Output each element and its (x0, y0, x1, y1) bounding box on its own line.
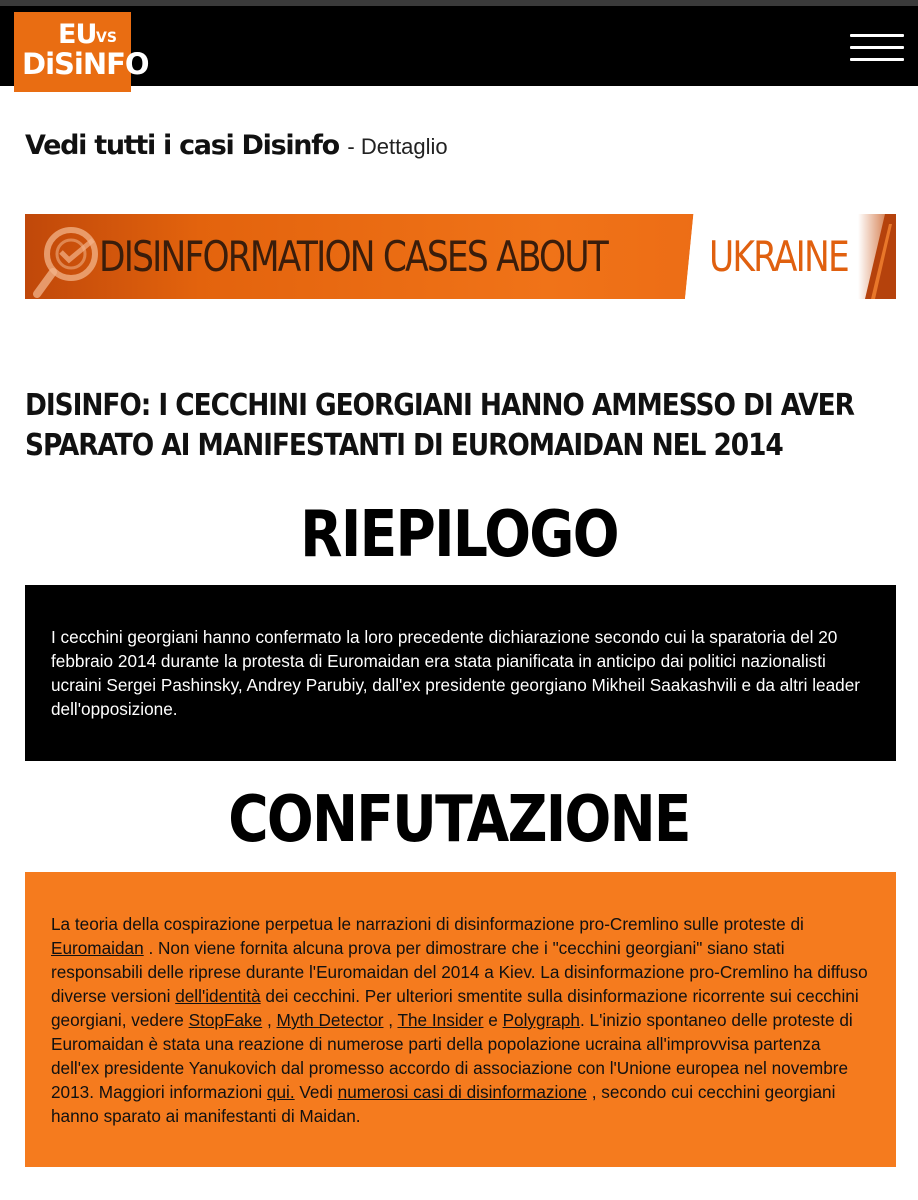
banner-main-text: DISINFORMATION CASES ABOUT (99, 232, 607, 281)
stopfake-link[interactable]: StopFake (188, 1010, 263, 1030)
disproof-text-3: dei cecchini. Per ulteriori smentite sulla disinformazione ricorrente sui cecchini georgiani, vedere (51, 986, 859, 1030)
disproof-text-8: Vedi (294, 1082, 338, 1102)
menu-bar-bottom (850, 58, 904, 61)
disproof-box (25, 872, 896, 1167)
banner-stripes-decoration (865, 214, 896, 299)
myth-detector-link[interactable]: Myth Detector (276, 1010, 384, 1030)
disproof-text-2: . Non viene fornita alcuna prova per dimostrare che i "cecchini georgiani" siano stati responsabili delle riprese durante l'Euromaidan del 2014 a Kiev. La disinformazione pro-Cremlino ha diffuso diverse versioni (51, 938, 868, 1006)
numerous-cases-link[interactable]: numerosi casi di disinformazione (337, 1082, 587, 1102)
disproof-text-6: e (483, 1010, 503, 1030)
logo-disinfo-text: DiSiNFO (22, 47, 149, 81)
summary-box (25, 585, 896, 761)
euvsdisinfo-logo[interactable] (14, 12, 149, 92)
disproof-text-5: , (383, 1010, 398, 1030)
top-navigation-bar (0, 0, 918, 86)
summary-text: I cecchini georgiani hanno confermato la loro precedente dichiarazione secondo cui la sparatoria del 20 febbraio 2014 durante la protesta di Euromaidan era stata pianificata in anticipo dai politici nazionalisti ucraini Sergei Pashinsky, Andrey Parubiy, dall'ex presidente georgiano Mikheil Saakashvili e da altri leader dell'opposizione. (51, 627, 860, 719)
disproof-heading: CONFUTAZIONE (228, 783, 690, 857)
the-insider-link[interactable]: The Insider (397, 1010, 484, 1030)
hamburger-menu-icon[interactable] (850, 34, 908, 64)
logo-eu-text: EU (58, 19, 97, 50)
breadcrumb-suffix: - Dettaglio (347, 134, 448, 159)
logo-vs-text: VS (96, 30, 117, 46)
more-info-link[interactable]: qui. (266, 1082, 295, 1102)
banner-highlight-text: UKRAINE (709, 232, 848, 281)
disproof-text-9: , secondo cui cecchini georgiani hanno sparato ai manifestanti di Maidan. (51, 1082, 836, 1126)
ukraine-cases-banner[interactable] (25, 214, 896, 299)
magnifier-icon (31, 222, 103, 299)
summary-heading: RIEPILOGO (300, 498, 618, 572)
menu-bar-middle (850, 46, 904, 49)
disproof-text-1: La teoria della cospirazione perpetua le narrazioni di disinformazione pro-Cremlino sulle proteste di (51, 914, 804, 934)
polygraph-link[interactable]: Polygraph (502, 1010, 580, 1030)
case-title: DISINFO: I CECCHINI GEORGIANI HANNO AMMESSO DI AVER SPARATO AI MANIFESTANTI DI EUROMAIDAN NEL 2014 (25, 388, 854, 463)
all-disinfo-cases-link[interactable]: Vedi tutti i casi Disinfo (25, 130, 339, 161)
disproof-text (51, 912, 870, 1128)
disproof-text-4: , (262, 1010, 277, 1030)
disproof-text-7: . L'inizio spontaneo delle proteste di Euromaidan è stata una reazione di numerose parti della popolazione ucraina all'improvvisa partenza dell'ex presidente Yanukovich dal promesso accordo di associazione con l'Unione europea nel novembre 2013. Maggiori informazioni (51, 1010, 853, 1102)
breadcrumb (25, 130, 448, 170)
euromaidan-link[interactable]: Euromaidan (51, 938, 144, 958)
menu-bar-top (850, 34, 904, 37)
identity-link[interactable]: dell'identità (175, 986, 261, 1006)
